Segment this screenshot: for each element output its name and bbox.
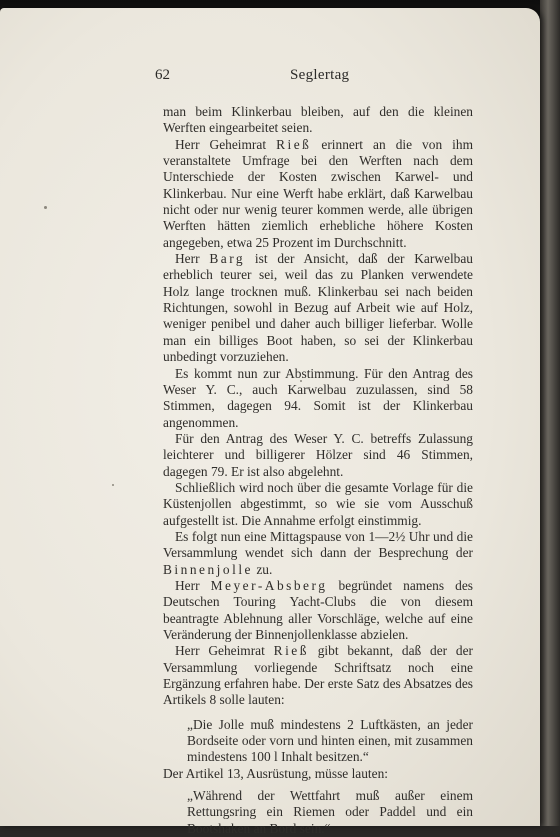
spaced-name: Binnenjolle xyxy=(163,561,253,577)
text-run: Für den Antrag des Weser Y. C. betreffs Zulassung leichterer und billigerer Hölzer sind 46 Stimmen, dagegen 79. Er ist also abgelehnt. xyxy=(163,430,473,479)
text-run: begründet namens des Deutschen Touring Yacht-Clubs die von diesem beantragte Ablehnung aller Vorschläge, welche auf eine Veränderung der Binnenjollenklasse abzielen. xyxy=(163,577,474,642)
text-run: Der Artikel 13, Ausrüstung, müsse lauten: xyxy=(163,765,389,781)
paragraph xyxy=(163,643,473,708)
paragraph xyxy=(163,366,473,431)
text-run: „Die Jolle muß mindestens 2 Luftkästen, an jeder Bordseite oder vorn und hinten einen, mit zusammen mindestens 100 l Inhalt besitzen.“ xyxy=(187,716,473,765)
text-run: Herr Geheimrat xyxy=(175,136,277,152)
text-run: Herr xyxy=(175,577,211,593)
paragraph xyxy=(163,766,473,782)
text-run: man beim Klinkerbau bleiben, auf den die kleinen Werften eingearbeitet seien. xyxy=(163,104,473,136)
page-speck xyxy=(112,484,114,486)
quoted-paragraph xyxy=(163,717,473,766)
paragraph xyxy=(163,137,473,251)
page-speck xyxy=(44,206,47,209)
paragraph xyxy=(163,251,473,365)
paragraph xyxy=(163,480,473,529)
paragraph xyxy=(163,529,473,578)
text-run: Herr xyxy=(175,251,210,267)
page-header xyxy=(155,67,485,91)
text-run: Schließlich wird noch über die gesamte Vorlage für die Küstenjollen abgestimmt, so wie sie vom Ausschuß aufgestellt ist. Die Annahme erfolgt einstimmig. xyxy=(163,479,473,528)
paragraph xyxy=(163,431,473,480)
text-run: Es kommt nun zur Abstimmung. Für den Antrag des Weser Y. C., auch Karwelbau zuzulassen, sind 58 Stimmen, dagegen 94. Somit ist der Klinkerbau angenommen. xyxy=(163,365,473,430)
text-run: ist der Ansicht, daß der Karwelbau erheblich teurer sei, weil das zu Planken verwendete Holz lange trocknen muß. Klinkerbau sei nach beiden Richtungen, sowohl in Bezug auf Arbeit wie auf Holz, weniger penibel und daher auch billiger lieferbar. Wolle man ein billiges Boot haben, so sei der Klinkerbau unbedingt vorzuziehen. xyxy=(163,251,473,365)
quoted-paragraph xyxy=(163,788,473,837)
text-run: Herr Geheimrat xyxy=(175,643,274,659)
paragraph xyxy=(163,578,473,643)
spaced-name: Barg xyxy=(209,251,246,267)
spaced-name: Rieß xyxy=(273,643,309,659)
spaced-name: Meyer-Absberg xyxy=(210,577,328,593)
paragraph xyxy=(163,104,473,137)
page-number: 62 xyxy=(155,67,170,83)
text-run: Es folgt nun eine Mittagspause von 1—2½ Uhr und die Versammlung wendet sich dann der Besprechung der xyxy=(163,528,473,561)
text-run: „Während der Wettfahrt muß außer einem Rettungsring ein Riemen oder Paddel und ein Bootshaken an Bord sein.“ xyxy=(187,788,473,836)
spaced-name: Rieß xyxy=(276,136,312,152)
text-run: erinnert an die von ihm veranstaltete Umfrage bei den Werften nach dem Unterschiede der Kosten zwischen Karwel- und Klinkerbau. Nur eine Werft habe erklärt, daß Karwelbau nicht oder nur wenig teurer kommen werde, alle übrigen Werften hätten ziemlich erhebliche höhere Kosten angegeben, etwa 25 Prozent im Durchschnitt. xyxy=(163,136,473,250)
text-run: zu. xyxy=(252,561,273,577)
running-title: Seglertag xyxy=(290,67,350,83)
body-text xyxy=(163,104,473,837)
text-run: gibt bekannt, daß der der Versammlung vorliegende Schriftsatz noch eine Ergänzung erfahren habe. Der erste Satz des Absatzes des Artikels 8 solle lauten: xyxy=(163,643,473,708)
book-binding-edge xyxy=(540,0,560,826)
